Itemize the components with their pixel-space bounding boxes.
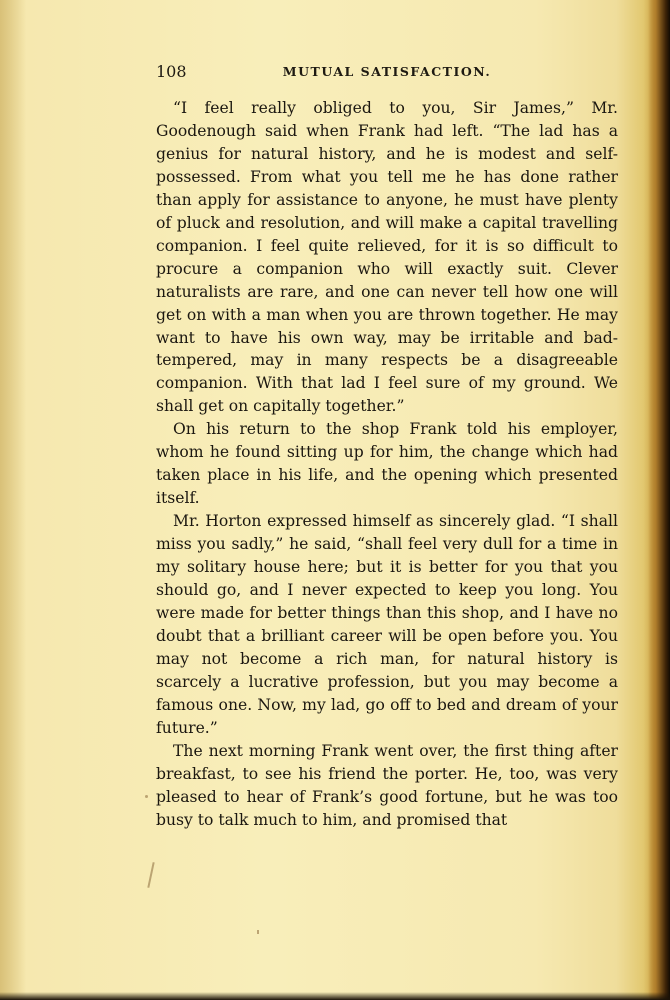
page-bottom-edge (0, 992, 670, 1000)
paragraph-horton-reply: Mr. Horton expressed himself as sincerely glad. “I shall miss you sadly,” he said, “shall feel very dull for a time in my solitary house here; but it is better for you that you should go, and I never expected to keep you long. You were made for better things than this shop, and I have no doubt that a brilliant career will be open before you. You may not become a rich man, for natural history is scarcely a lucrative profession, but you may become a famous one. Now, my lad, go off to bed and dream of your future.” (156, 512, 618, 737)
paper-blemish (147, 862, 154, 888)
paper-blemish (145, 795, 148, 798)
page-header (156, 62, 618, 86)
page-number: 108 (156, 62, 187, 81)
paragraph-goodenough-speech: “I feel really obliged to you, Sir James,” Mr. Goodenough said when Frank had left. “The lad has a genius for natural history, and he is modest and self-possessed. From what you tell me he has done rather than apply for assistance to anyone, he must have plenty of pluck and resolution, and will make a capital travelling companion. I feel quite relieved, for it is so difficult to procure a companion who will exactly suit. Clever naturalists are rare, and one can never tell how one will get on with a man when you are thrown together. He may want to have his own way, may be irritable and bad-tempered, may in many respects be a disagreeable companion. With that lad I feel sure of my ground. We shall get on capitally together.” (156, 99, 618, 416)
gutter-shadow (0, 0, 26, 1000)
paragraph-next-morning: The next morning Frank went over, the first thing after breakfast, to see his friend the porter. He, too, was very pleased to hear of Frank’s good fortune, but he was too busy to talk much to him, and promised that (156, 741, 618, 829)
page-edge-shadow (648, 0, 670, 1000)
running-head: MUTUAL SATISFACTION. (282, 64, 492, 79)
paper-blemish (257, 930, 259, 934)
paragraph-return-to-shop: On his return to the shop Frank told his employer, whom he found sitting up for him, the change which had taken place in his life, and the opening which presented itself. (156, 420, 618, 508)
body-text (156, 97, 618, 832)
